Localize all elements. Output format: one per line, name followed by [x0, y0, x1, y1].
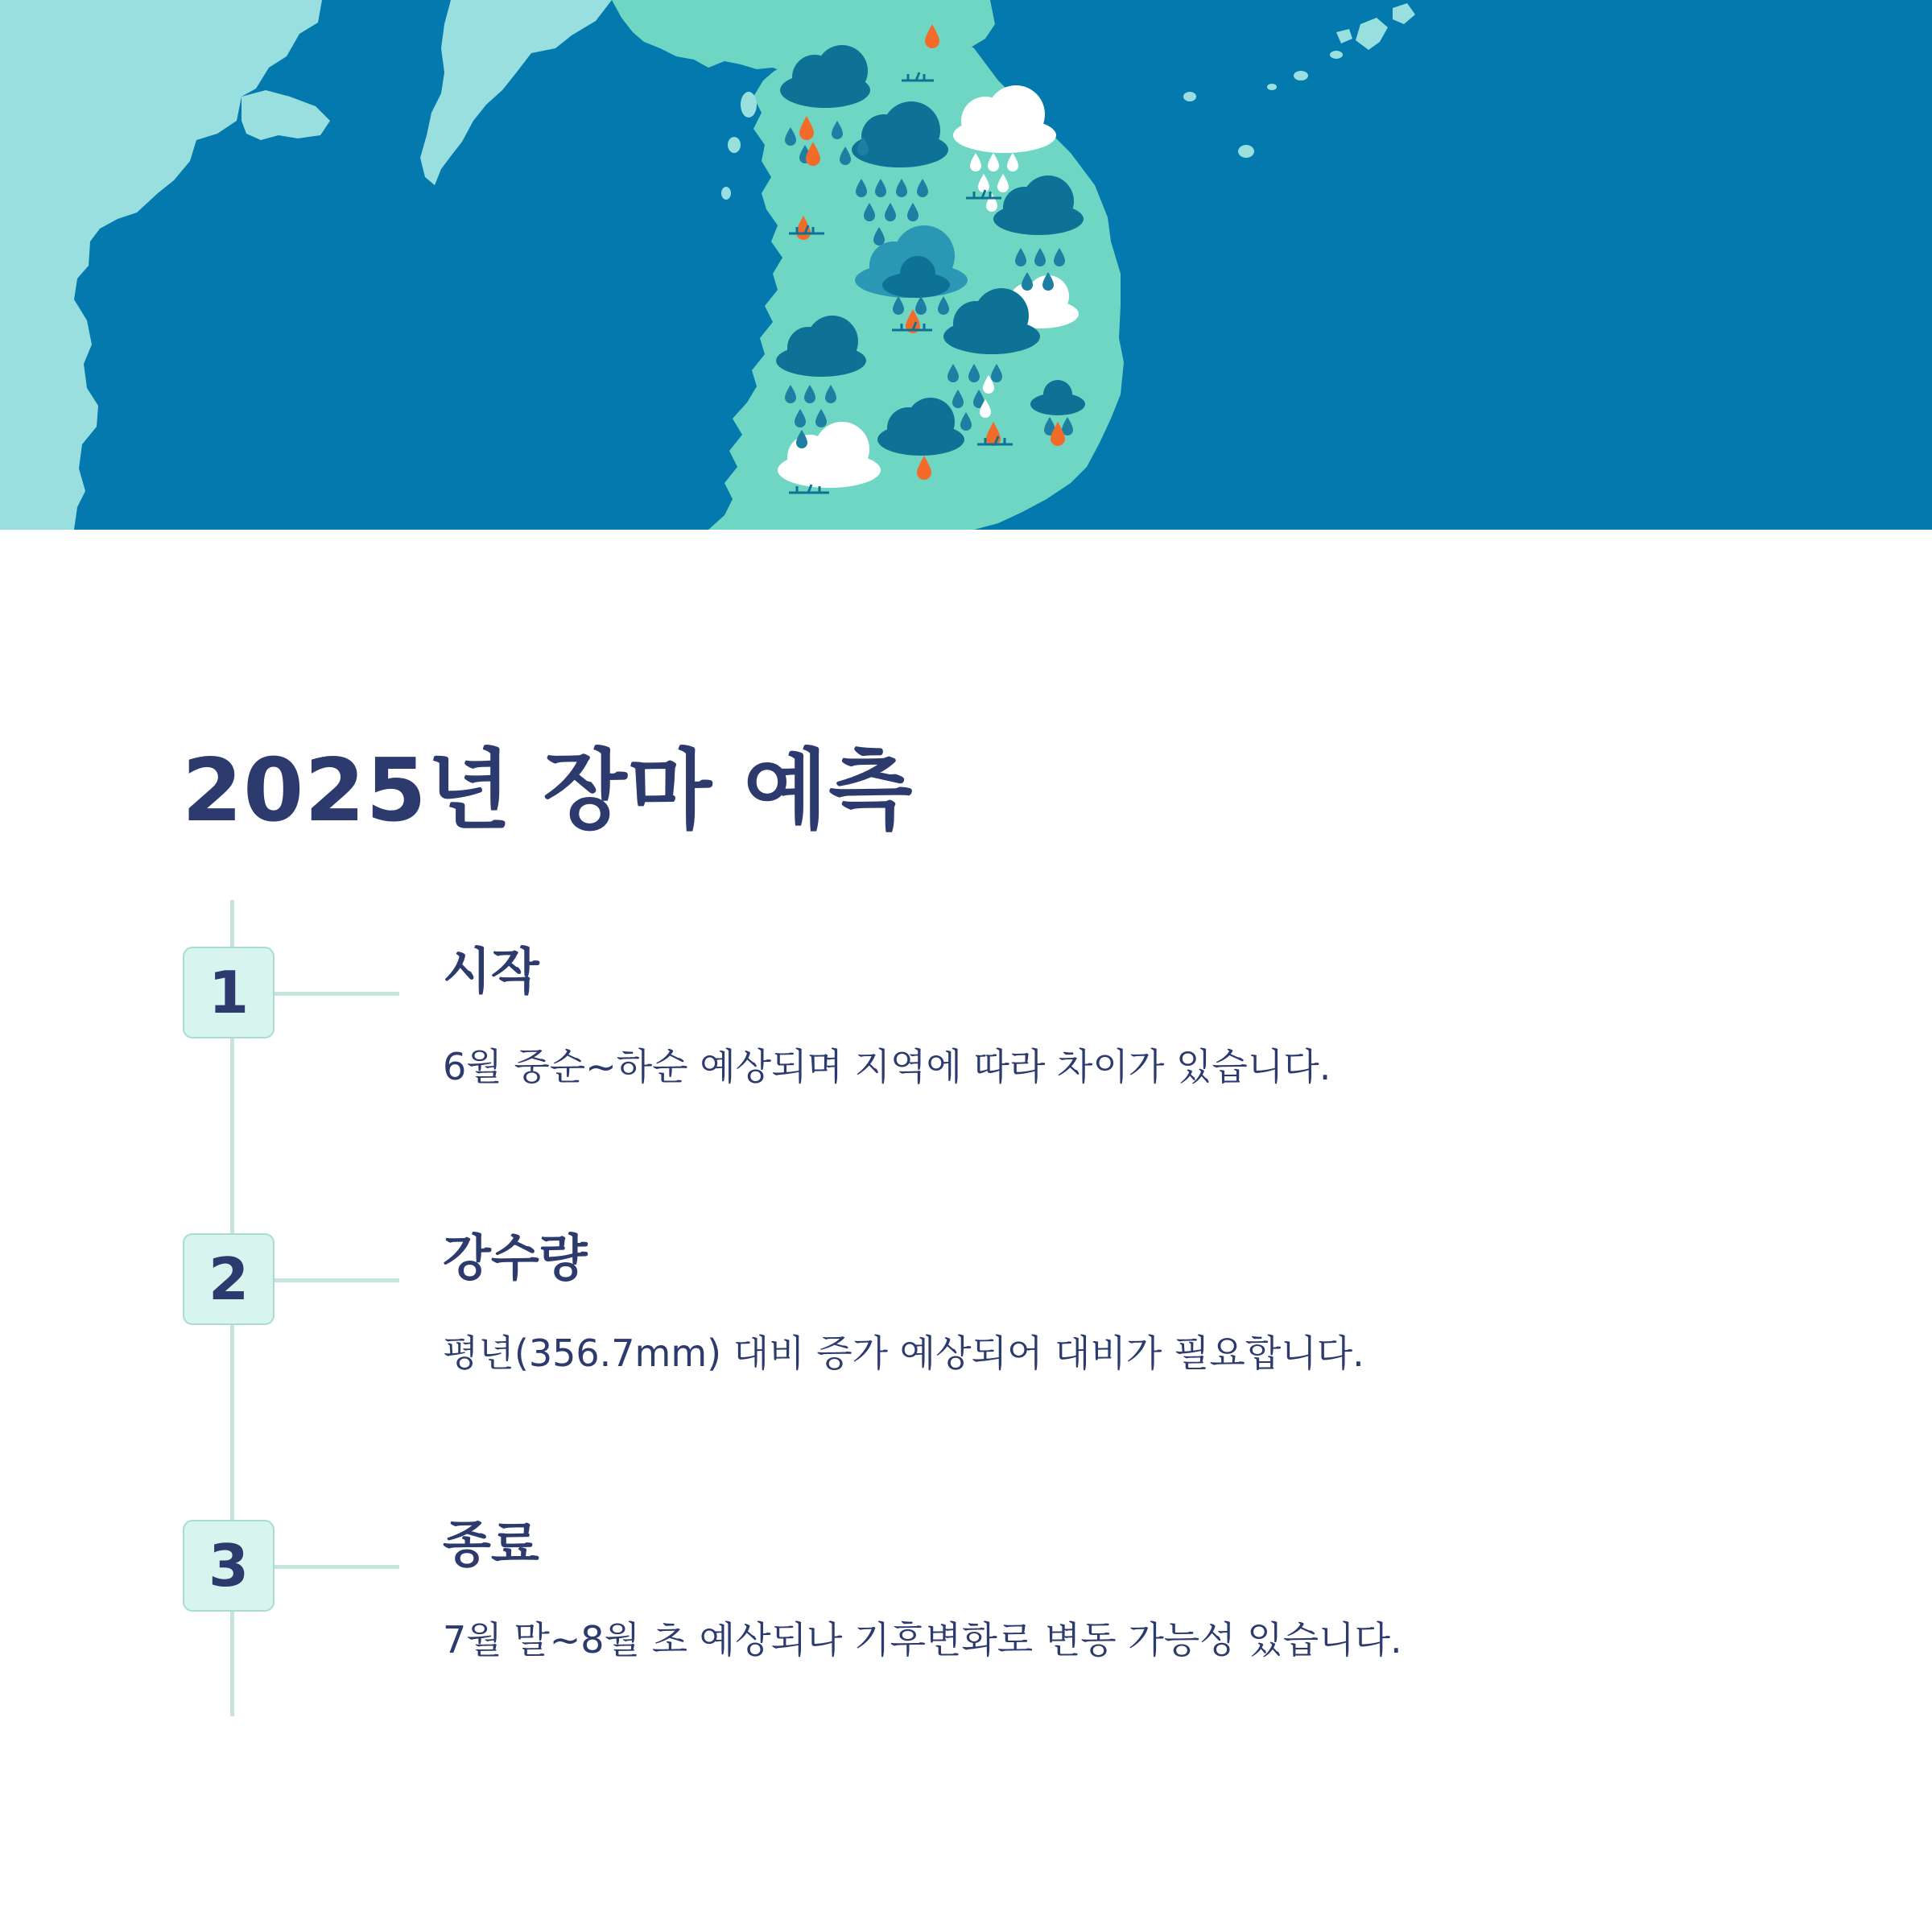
island: [1267, 84, 1277, 90]
step-number-badge: 1: [183, 947, 275, 1038]
island: [1330, 51, 1343, 59]
step-heading: 종료: [443, 1515, 539, 1574]
step-description: 평년(356.7mm) 대비 증가 예상되어 대비가 필요합니다.: [443, 1331, 1364, 1375]
island: [1238, 145, 1254, 158]
page-title: 2025년 장마 예측: [182, 741, 914, 841]
korea-weather-map: [0, 0, 1932, 530]
island: [1183, 92, 1196, 101]
step-connector: [275, 1278, 399, 1282]
step-heading: 시작: [443, 942, 539, 1001]
step-connector: [275, 992, 399, 996]
step-description: 6월 중순~하순 예상되며 지역에 따라 차이가 있습니다.: [443, 1045, 1331, 1088]
step-number-badge: 3: [183, 1520, 275, 1612]
step-number-badge: 2: [183, 1233, 275, 1325]
island: [741, 92, 757, 118]
step-heading: 강수량: [443, 1228, 588, 1287]
island: [1294, 71, 1308, 80]
island: [721, 187, 731, 200]
step-connector: [275, 1565, 399, 1569]
island: [728, 137, 741, 153]
step-description: 7월 말~8월 초 예상되나 기후변화로 변동 가능성 있습니다.: [443, 1618, 1402, 1662]
hero-illustration: [0, 0, 1932, 530]
